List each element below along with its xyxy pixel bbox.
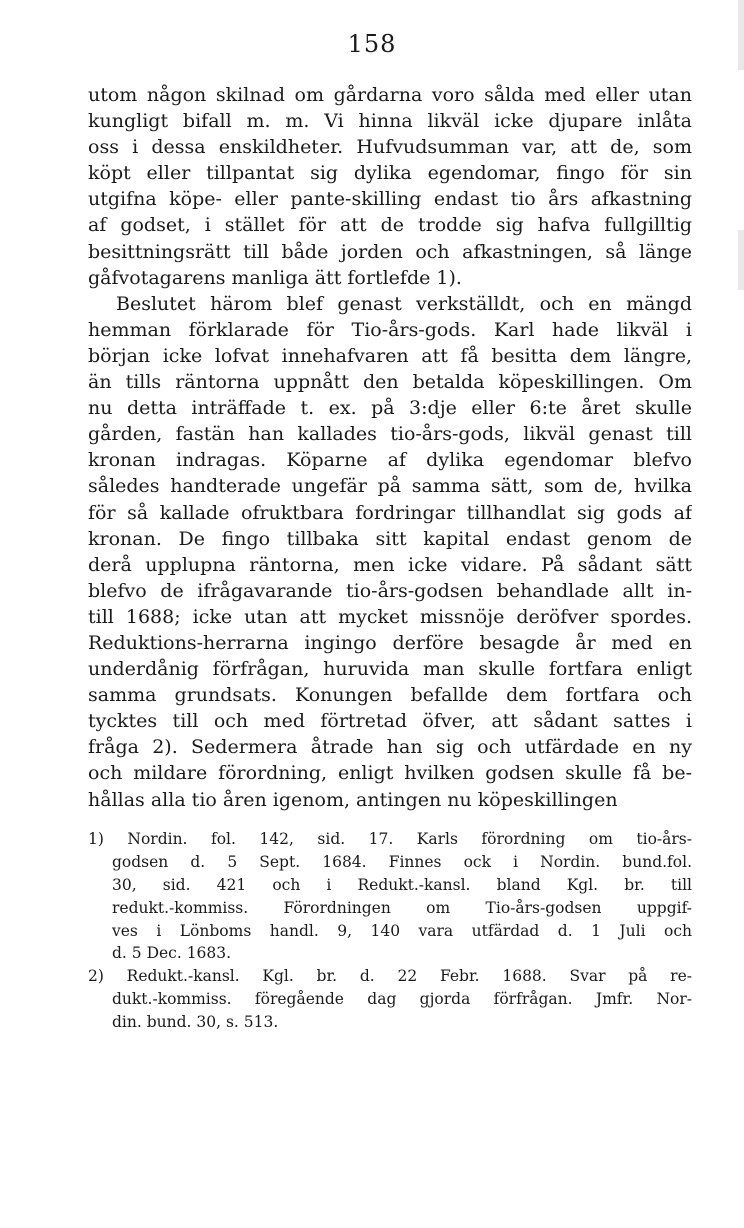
body-line: kungligt bifall m. m. Vi hinna likväl icke djupare inlåta	[88, 110, 692, 133]
body-line: således handterade ungefär på samma sätt, som de, hvilka	[88, 475, 692, 498]
footnote-line: ves i Lönboms handl. 9, 140 vara utfärdad d. 1 Juli och	[112, 921, 692, 940]
body-line: och mildare förordning, enligt hvilken godsen skulle få be-	[88, 762, 692, 785]
body-line: hemman förklarade för Tio-års-gods. Karl hade likväl i	[88, 318, 692, 341]
body-text	[88, 82, 692, 813]
footnote-line: 1) Nordin. fol. 142, sid. 17. Karls förordning om tio-års-	[88, 830, 692, 848]
footnote-line: godsen d. 5 Sept. 1684. Finnes ock i Nordin. bund.fol.	[112, 852, 692, 871]
body-line: än tills räntorna uppnått den betalda köpeskillingen. Om	[88, 371, 692, 394]
body-line: Reduktions-herrarna ingingo derföre besagde år med en	[88, 631, 692, 654]
footnote-line: dukt.-kommiss. föregående dag gjorda förfrågan. Jmfr. Nor-	[112, 990, 692, 1009]
body-line: underdånig förfrågan, huruvida man skulle fortfara enligt	[88, 658, 692, 681]
body-line: oss i dessa enskildheter. Hufvudsumman var, att de, som	[88, 136, 692, 159]
page-edge-mark	[738, 230, 744, 290]
body-line: tycktes till och med förtretad öfver, att sådant sattes i	[88, 710, 692, 733]
body-line: besittningsrätt till både jorden och afkastningen, så länge	[88, 240, 692, 263]
page-edge-mark	[738, 0, 744, 70]
body-line: fråga 2). Sedermera åtrade han sig och utfärdade en ny	[88, 736, 692, 759]
body-line: derå upplupna räntorna, men icke vidare. På sådant sätt	[88, 553, 692, 576]
body-line: af godset, i stället för att de trodde sig hafva fullgilltig	[88, 214, 692, 237]
footnote-line: din. bund. 30, s. 513.	[112, 1013, 279, 1032]
footnote-line: redukt.-kommiss. Förordningen om Tio-års-godsen uppgif-	[112, 898, 692, 917]
body-line: gården, fastän han kallades tio-års-gods, likväl genast till	[88, 423, 692, 446]
footnotes	[88, 828, 692, 1034]
footnote-line: d. 5 Dec. 1683.	[112, 944, 232, 963]
body-line: blefvo de ifrågavarande tio-års-godsen behandlade allt in-	[88, 579, 692, 602]
body-line: gåfvotagarens manliga ätt fortlefde 1).	[88, 266, 462, 289]
body-line: hållas alla tio åren igenom, antingen nu köpeskillingen	[88, 788, 618, 811]
body-line: nu detta inträffade t. ex. på 3:dje eller 6:te året skulle	[88, 397, 692, 420]
footnote-line: 30, sid. 421 och i Redukt.-kansl. bland Kgl. br. till	[112, 875, 692, 894]
page-number: 158	[347, 30, 397, 58]
body-line: början icke lofvat innehafvaren att få besitta dem längre,	[88, 344, 692, 367]
body-line: Beslutet härom blef genast verkställdt, och en mängd	[116, 292, 692, 315]
body-line: till 1688; icke utan att mycket missnöje deröfver spordes.	[88, 605, 692, 628]
body-line: samma grundsats. Konungen befallde dem fortfara och	[88, 684, 692, 707]
body-line: för så kallade ofruktbara fordringar tillhandlat sig gods af	[88, 501, 692, 524]
body-line: utgifna köpe- eller pante-skilling endast tio års afkastning	[88, 188, 692, 211]
body-line: köpt eller tillpantat sig dylika egendomar, fingo för sin	[88, 162, 692, 185]
body-line: kronan. De fingo tillbaka sitt kapital endast genom de	[88, 527, 692, 550]
body-line: kronan indragas. Köparne af dylika egendomar blefvo	[88, 449, 692, 472]
body-line: utom någon skilnad om gårdarna voro sålda med eller utan	[88, 84, 692, 106]
footnote-line: 2) Redukt.-kansl. Kgl. br. d. 22 Febr. 1688. Svar på re-	[88, 967, 692, 986]
